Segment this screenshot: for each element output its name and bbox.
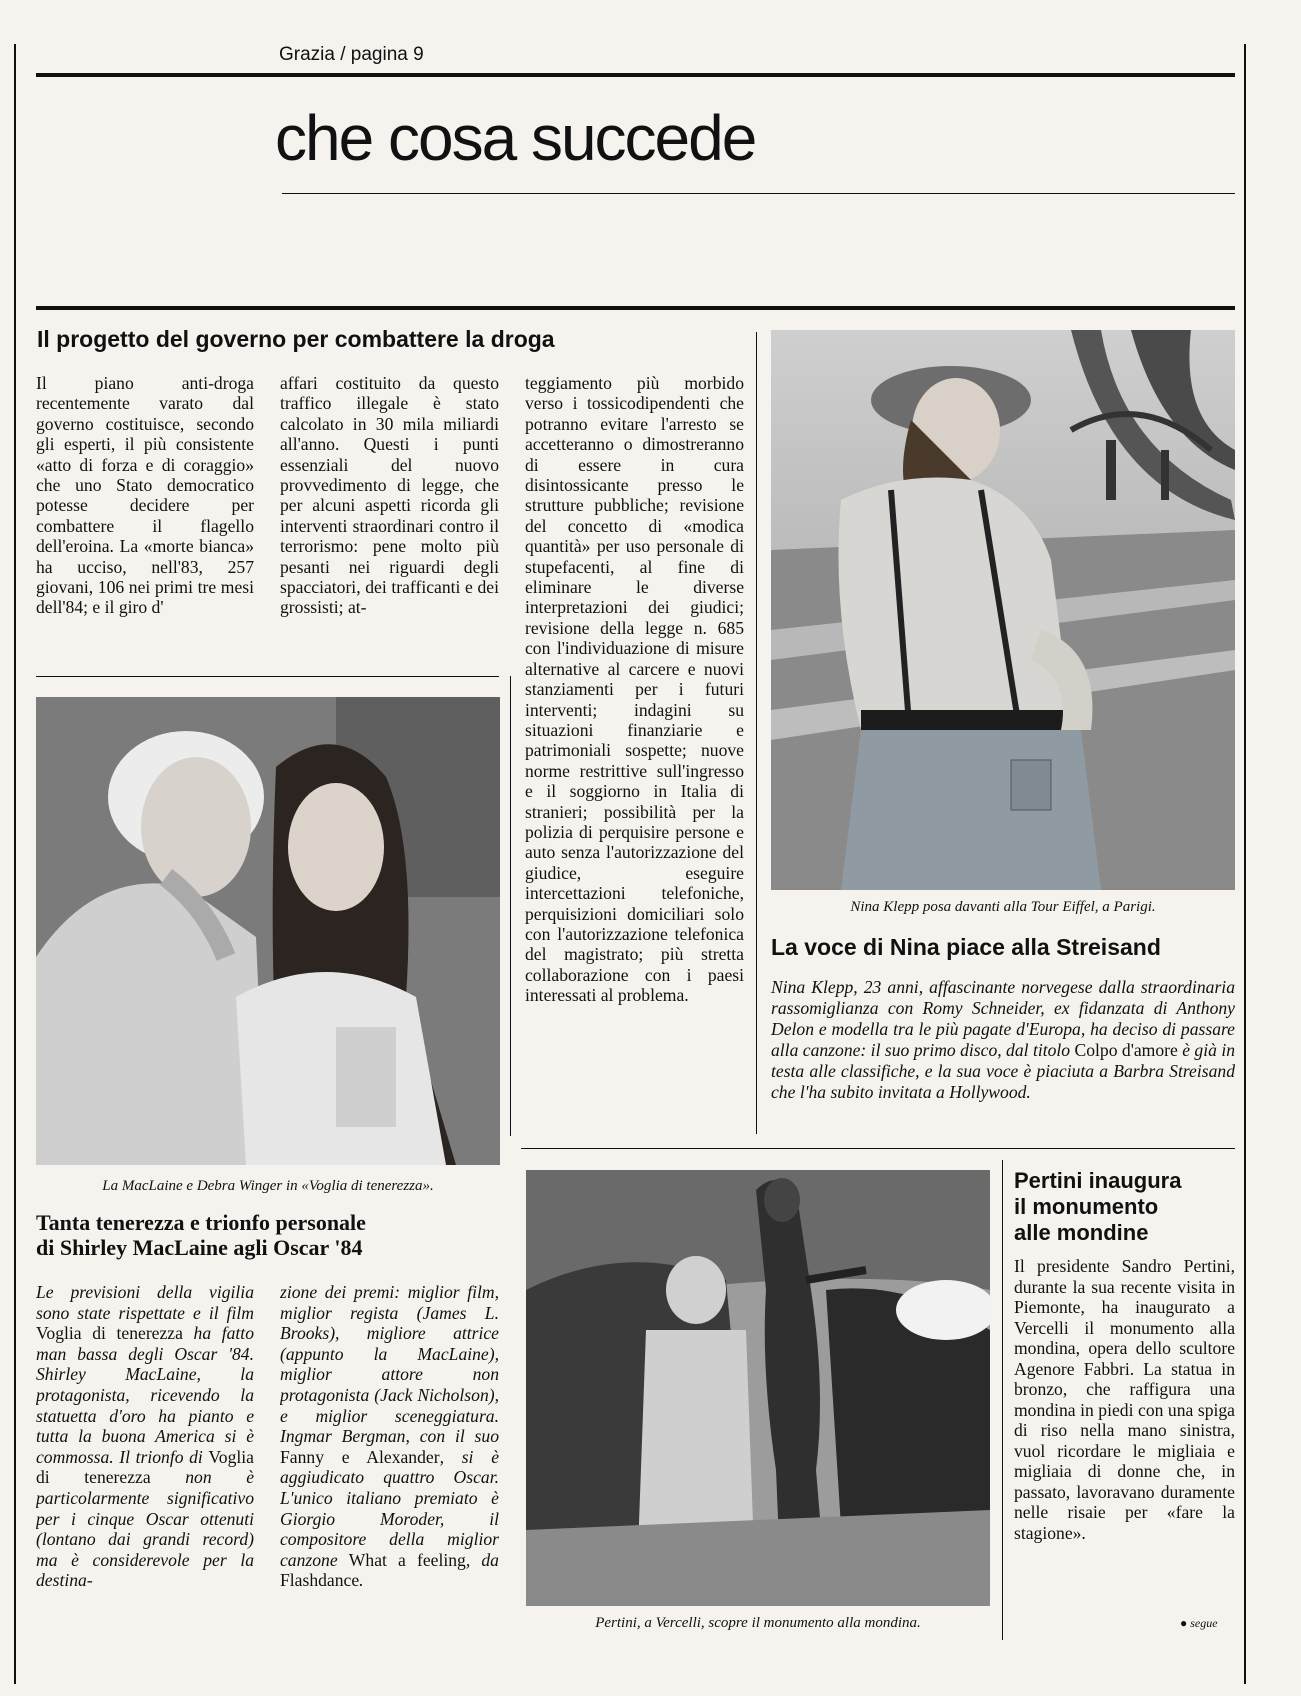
nina-bottom-rule	[521, 1148, 1235, 1149]
pertini-body-text: Il presidente Sandro Pertini, durante la sua recente visita in Piemonte, ha inaugurato a Vercelli il monumento alla mondina, opera dello scultore Agenore Fabbri. La statua in bronzo, che raffigura una mondina in piedi con una spiga di riso nella mano sinistra, vuol ricordare le migliaia e migliaia di donne che, in passato, lavoravano duramente nelle risaie per «fare la stagione».	[1014, 1256, 1235, 1543]
maclaine-col2-part-d: .	[359, 1570, 364, 1591]
header-rule-thin	[282, 193, 1235, 194]
nina-klepp-photo-illustration	[771, 330, 1235, 890]
drug-column-2-text: affari costituito da questo traffico illegale è stato calcolato in 30 mila miliardi all'anno. Questi i punti essenziali del nuovo provvedimento di legge, che per alcuni aspetti ricorda gli interventi straordinari contro il terrorismo: pene molto più pesanti nei riguardi degli spacciatori, dei trafficanti e dei grossisti; at-	[280, 373, 499, 618]
maclaine-headline-line-2: di Shirley MacLaine agli Oscar '84	[36, 1235, 363, 1260]
nina-body	[771, 977, 1235, 1103]
drug-column-1	[36, 373, 254, 658]
maclaine-col1-film-title: Voglia di tenerezza	[36, 1323, 183, 1344]
drug-column-3	[525, 373, 744, 1131]
pertini-headline-line-3: alle mondine	[1014, 1220, 1149, 1245]
header-rule-top	[36, 73, 1235, 77]
maclaine-winger-photo-illustration	[36, 697, 500, 1165]
pertini-monument-photo-illustration	[526, 1170, 990, 1606]
header-rule-bottom	[36, 306, 1235, 310]
continues-marker	[1180, 1616, 1218, 1631]
maclaine-col2-part-c: , da	[465, 1549, 499, 1570]
maclaine-col1-film-title-2: Voglia di tenerezza	[36, 1446, 254, 1488]
pertini-photo-caption: Pertini, a Vercelli, scopre il monumento alla mondina.	[595, 1615, 921, 1631]
drug-column-2	[280, 373, 499, 658]
pertini-body	[1014, 1256, 1235, 1626]
drug-divider-horizontal	[36, 676, 499, 677]
nina-body-part-b: è già in testa alle classifiche, e la sua voce è piaciuta a Barbra Streisand che l'ha subito invitata a Hollywood.	[771, 1040, 1235, 1102]
pertini-divider-vertical	[1002, 1160, 1003, 1640]
maclaine-col2-film-title-3: Flashdance	[280, 1570, 360, 1591]
drug-headline: Il progetto del governo per combattere la droga	[37, 326, 555, 352]
continues-label: segue	[1190, 1616, 1218, 1630]
left-margin-line	[14, 44, 16, 1684]
bullet-icon: ●	[1180, 1616, 1191, 1630]
nina-klepp-photo	[771, 330, 1235, 890]
maclaine-column-2	[280, 1282, 499, 1677]
nina-photo-caption: Nina Klepp posa davanti alla Tour Eiffel, a Parigi.	[850, 899, 1156, 915]
pertini-headline-line-1: Pertini inaugura	[1014, 1168, 1182, 1193]
maclaine-col2-part-b: , si è aggiudicato quattro Oscar. L'unico italiano premiato è Giorgio Moroder, il compositore della miglior canzone	[280, 1446, 499, 1570]
nina-body-part-a: Nina Klepp, 23 anni, affascinante norvegese dalla straordinaria rassomiglianza con Romy Schneider, ex fidanzata di Anthony Delon e modella tra le più pagate d'Europa, ha deciso di passare alla canzone: il suo primo disco, dal titolo	[771, 977, 1235, 1060]
right-margin-line	[1244, 44, 1246, 1684]
running-head: Grazia / pagina 9	[279, 44, 424, 65]
pertini-headline-line-2: il monumento	[1014, 1194, 1159, 1219]
maclaine-col1-part-a: Le previsioni della vigilia sono state rispettate e il film	[36, 1282, 254, 1323]
section-title: che cosa succede	[275, 102, 756, 174]
nina-body-record-title: Colpo d'amore	[1074, 1040, 1178, 1060]
maclaine-col2-part-a: zione dei premi: miglior film, miglior regista (James L. Brooks), migliore attrice (appunto la MacLaine), miglior attore non protagonista (Jack Nicholson), e miglior sceneggiatura. Ingmar Bergman, con il suo	[280, 1282, 499, 1447]
drug-column-3-text: teggiamento più morbido verso i tossicodipendenti che potranno evitare l'arresto se accetteranno o dimostreranno di essere in cura disintossicante presso le strutture pubbliche; revisione del concetto di «modica quantità» per uso personale di stupefacenti, al fine di eliminare le diverse interpretazioni dei giudici; revisione della legge n. 685 con l'individuazione di misure alternative al carcere e nuovi stanziamenti per i futuri interventi; indagini su situazioni finanziarie e patrimoniali sospette; nuove norme restrittive sull'ingresso e il soggiorno in Italia di stranieri; possibilità per la polizia di perquisire persone e auto senza l'autorizzazione del giudice, eseguire intercettazioni telefoniche, perquisizioni domiciliari solo con l'autorizzazione telefonica del magistrato; più stretta collaborazione con i paesi interessati al problema.	[525, 373, 744, 1006]
maclaine-winger-photo	[36, 697, 500, 1165]
drug-column-1-text: Il piano anti-droga recentemente varato dal governo costituisce, secondo gli esperti, il più consistente «atto di forza e di coraggio» che uno Stato democratico potesse decidere per combattere il flagello dell'eroina. La «morte bianca» ha ucciso, nell'83, 257 giovani, 106 nei primi tre mesi dell'84; e il giro d'	[36, 373, 254, 618]
maclaine-headline-line-1: Tanta tenerezza e trionfo personale	[36, 1210, 366, 1235]
maclaine-column-1	[36, 1282, 254, 1677]
maclaine-photo-caption: La MacLaine e Debra Winger in «Voglia di tenerezza».	[102, 1178, 434, 1194]
maclaine-headline	[36, 1210, 506, 1260]
drug-divider-vertical-small	[510, 676, 511, 1136]
nina-headline: La voce di Nina piace alla Streisand	[771, 934, 1161, 960]
drug-divider-vertical	[756, 332, 757, 1134]
maclaine-col2-song-title: What a feeling	[348, 1549, 466, 1570]
pertini-headline	[1014, 1168, 1236, 1246]
maclaine-col1-part-c: non è particolarmente significativo per i cinque Oscar ottenuti (lontano dai grandi record) ma è considerevole per la destina-	[36, 1467, 254, 1591]
pertini-monument-photo	[526, 1170, 990, 1606]
maclaine-col2-film-title: Fanny e Alexander	[280, 1446, 440, 1467]
maclaine-col1-part-b: ha fatto man bassa degli Oscar '84. Shirley MacLaine, la protagonista, ricevendo la statuetta d'oro ha pianto e tutta la buona America si è commossa. Il trionfo di	[36, 1323, 254, 1467]
